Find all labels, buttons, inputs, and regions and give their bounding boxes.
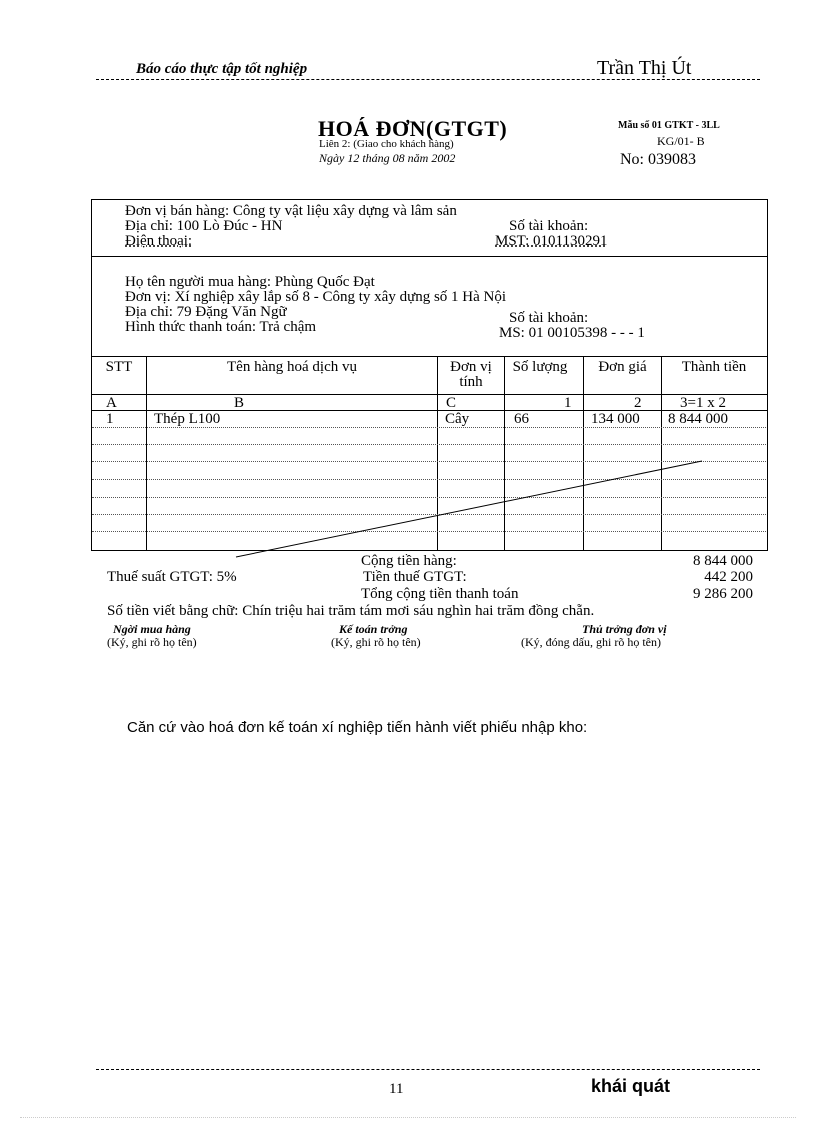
buyer-account: Số tài khoản: [509, 310, 589, 326]
subtotal-label: Cộng tiền hàng: [361, 553, 457, 569]
code-a: A [106, 395, 117, 411]
th-stt: STT [105, 359, 133, 375]
seller-account: Số tài khoản: [509, 218, 589, 234]
total-value: 9 286 200 [693, 586, 753, 602]
vat-label: Tiền thuế GTGT: [363, 569, 467, 585]
buyer-payment: Hình thức thanh toán: Trả chậm [125, 319, 317, 335]
seller-phone: Điện thoại: [125, 233, 193, 249]
th-price: Đơn giá [598, 359, 647, 375]
page-number: 11 [389, 1081, 404, 1097]
invoice-number: No: 039083 [620, 151, 696, 168]
code-3: 3=1 x 2 [680, 395, 726, 411]
seller-name: Đơn vị bán hàng: Công ty vật liệu xây dựng và lâm sản [125, 203, 457, 219]
code-c: C [446, 395, 457, 411]
header-right: Trần Thị Út [597, 57, 692, 79]
row-qty: 66 [514, 411, 529, 427]
row-stt: 1 [106, 411, 114, 427]
series-code: KG/01- B [657, 134, 705, 148]
sig-director-note: (Ký, đóng dấu, ghi rõ họ tên) [521, 635, 661, 649]
invoice-title: HOÁ ĐƠN(GTGT) [318, 116, 508, 141]
buyer-address: Địa chỉ: 79 Đặng Văn Ngữ [125, 304, 287, 320]
row-name: Thép L100 [154, 411, 221, 427]
code-b: B [234, 395, 245, 411]
th-amount: Thành tiền [681, 359, 747, 375]
buyer-ms: MS: 01 00105398 - - - 1 [499, 325, 645, 341]
sig-accountant-role: Kế toán trởng [339, 622, 408, 636]
seller-mst: MST: 0101130291 [495, 233, 608, 249]
page-bottom-border [20, 1117, 796, 1118]
sig-buyer-note: (Ký, ghi rõ họ tên) [107, 635, 197, 649]
th-name: Tên hàng hoá dịch vụ [227, 359, 357, 375]
sig-director-role: Thủ trởng đơn vị [582, 622, 667, 636]
code-1: 1 [564, 395, 572, 411]
seller-address: Địa chỉ: 100 Lò Đúc - HN [125, 218, 283, 234]
total-label: Tổng cộng tiền thanh toán [361, 586, 519, 602]
buyer-unit: Đơn vị: Xí nghiệp xây lắp số 8 - Công ty xây dựng số 1 Hà Nội [125, 289, 507, 305]
footer-divider [96, 1069, 760, 1070]
invoice-date: Ngày 12 tháng 08 năm 2002 [319, 151, 456, 165]
body-paragraph: Căn cứ vào hoá đơn kế toán xí nghiệp tiến hành viết phiếu nhập kho: [127, 719, 588, 736]
th-unit: Đơn vị tính [450, 359, 492, 390]
form-number: Mẫu số 01 GTKT - 3LL [618, 120, 720, 131]
sig-buyer-role: Ngời mua hàng [113, 622, 191, 636]
th-qty: Số lượng [512, 359, 568, 375]
subtotal-value: 8 844 000 [693, 553, 753, 569]
header-left: Báo cáo thực tập tốt nghiệp [136, 61, 308, 77]
code-2: 2 [634, 395, 642, 411]
invoice-copy-note: Liên 2: (Giao cho khách hàng) [319, 138, 454, 150]
row-unit: Cây [445, 411, 470, 427]
vat-rate: Thuế suất GTGT: 5% [107, 569, 237, 585]
sig-accountant-note: (Ký, ghi rõ họ tên) [331, 635, 421, 649]
amount-in-words: Số tiền viết bằng chữ: Chín triệu hai trăm tám mơi sáu nghìn hai trăm đồng chẵn. [107, 603, 595, 619]
buyer-name: Họ tên người mua hàng: Phùng Quốc Đạt [125, 274, 375, 290]
row-amount: 8 844 000 [668, 411, 728, 427]
row-price: 134 000 [591, 411, 640, 427]
vat-value: 442 200 [704, 569, 753, 585]
footer-right: khái quát [591, 1076, 671, 1096]
